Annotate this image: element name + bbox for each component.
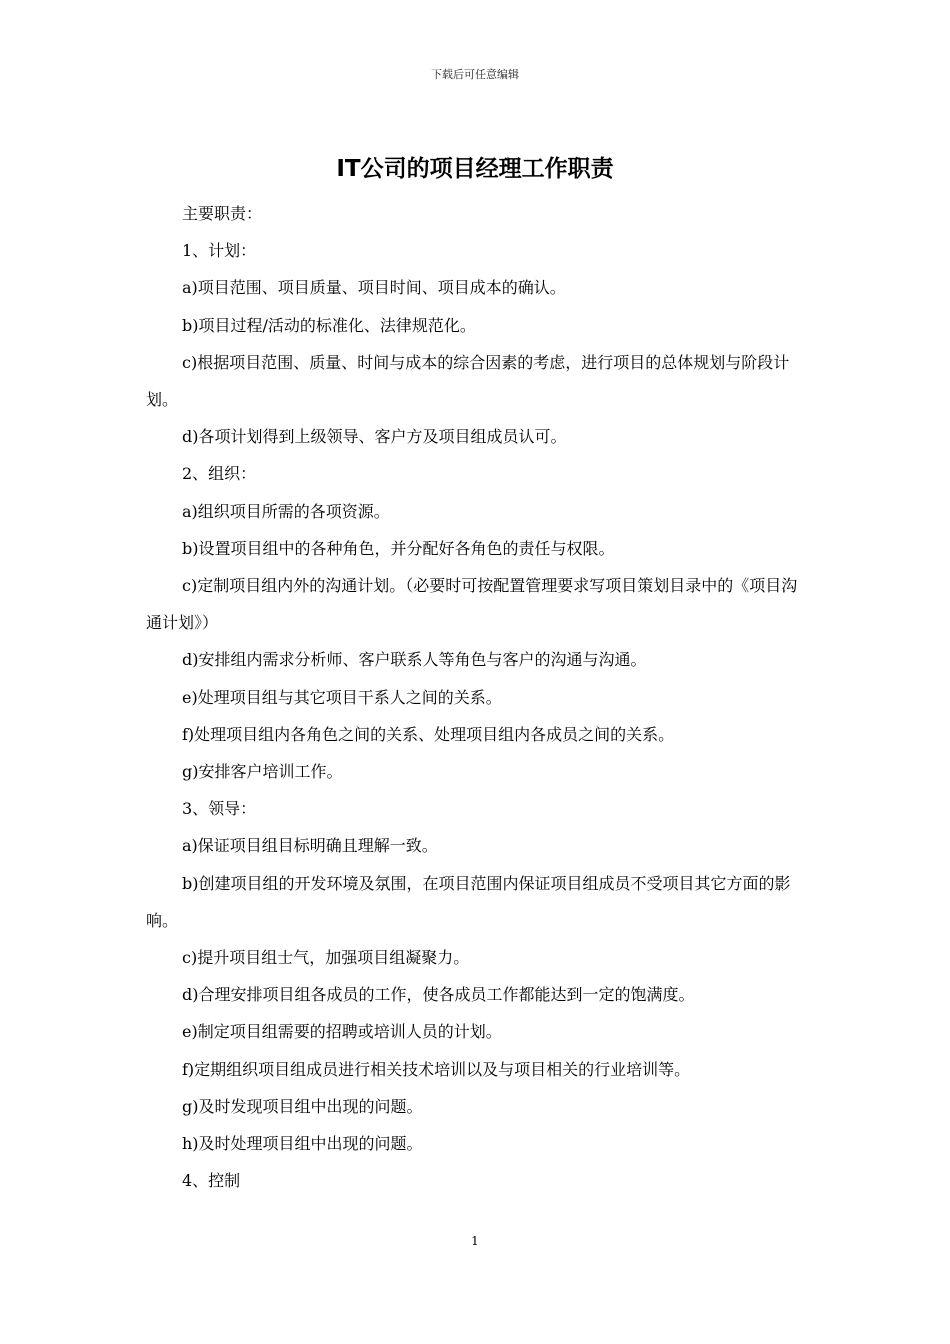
paragraph: e)制定项目组需要的招聘或培训人员的计划。	[182, 1022, 502, 1042]
paragraph: b)设置项目组中的各种角色，并分配好各角色的责任与权限。	[182, 538, 615, 558]
paragraph: b)创建项目组的开发环境及氛围，在项目范围内保证项目组成员不受项目其它方面的影响。	[146, 873, 791, 930]
paragraph: 2、组织：	[182, 464, 257, 484]
paragraph: d)安排组内需求分析师、客户联系人等角色与客户的沟通与沟通。	[182, 650, 647, 670]
paragraph: 3、领导：	[182, 799, 257, 819]
paragraph: a)项目范围、项目质量、项目时间、项目成本的确认。	[182, 278, 566, 298]
paragraph: e)处理项目组与其它项目干系人之间的关系。	[182, 687, 502, 707]
document-title: IT公司的项目经理工作职责	[336, 156, 614, 182]
paragraph: g)安排客户培训工作。	[182, 762, 343, 782]
paragraph: c)定制项目组内外的沟通计划。（必要时可按配置管理要求写项目策划目录中的《项目沟通计划》）	[146, 576, 798, 633]
paragraph: f)处理项目组内各角色之间的关系、处理项目组内各成员之间的关系。	[182, 724, 675, 744]
paragraph: a)保证项目组目标明确且理解一致。	[182, 836, 438, 856]
header-note: 下载后可任意编辑	[431, 68, 519, 81]
page-number: 1	[471, 1234, 479, 1248]
document-body	[146, 195, 806, 1199]
paragraph: 主要职责：	[182, 204, 263, 223]
paragraph: c)提升项目组士气，加强项目组凝聚力。	[182, 948, 470, 968]
paragraph: h)及时处理项目组中出现的问题。	[182, 1134, 423, 1154]
paragraph: b)项目过程/活动的标准化、法律规范化。	[182, 315, 476, 335]
paragraph: d)各项计划得到上级领导、客户方及项目组成员认可。	[182, 427, 567, 447]
paragraph: f)定期组织项目组成员进行相关技术培训以及与项目相关的行业培训等。	[182, 1059, 691, 1079]
paragraph: g)及时发现项目组中出现的问题。	[182, 1096, 423, 1116]
paragraph: 4、控制	[182, 1171, 241, 1191]
paragraph: 1、计划：	[182, 241, 257, 261]
paragraph: d)合理安排项目组各成员的工作，使各成员工作都能达到一定的饱满度。	[182, 985, 695, 1005]
paragraph: c)根据项目范围、质量、时间与成本的综合因素的考虑，进行项目的总体规划与阶段计划。	[146, 352, 790, 410]
paragraph: a)组织项目所需的各项资源。	[182, 501, 390, 521]
